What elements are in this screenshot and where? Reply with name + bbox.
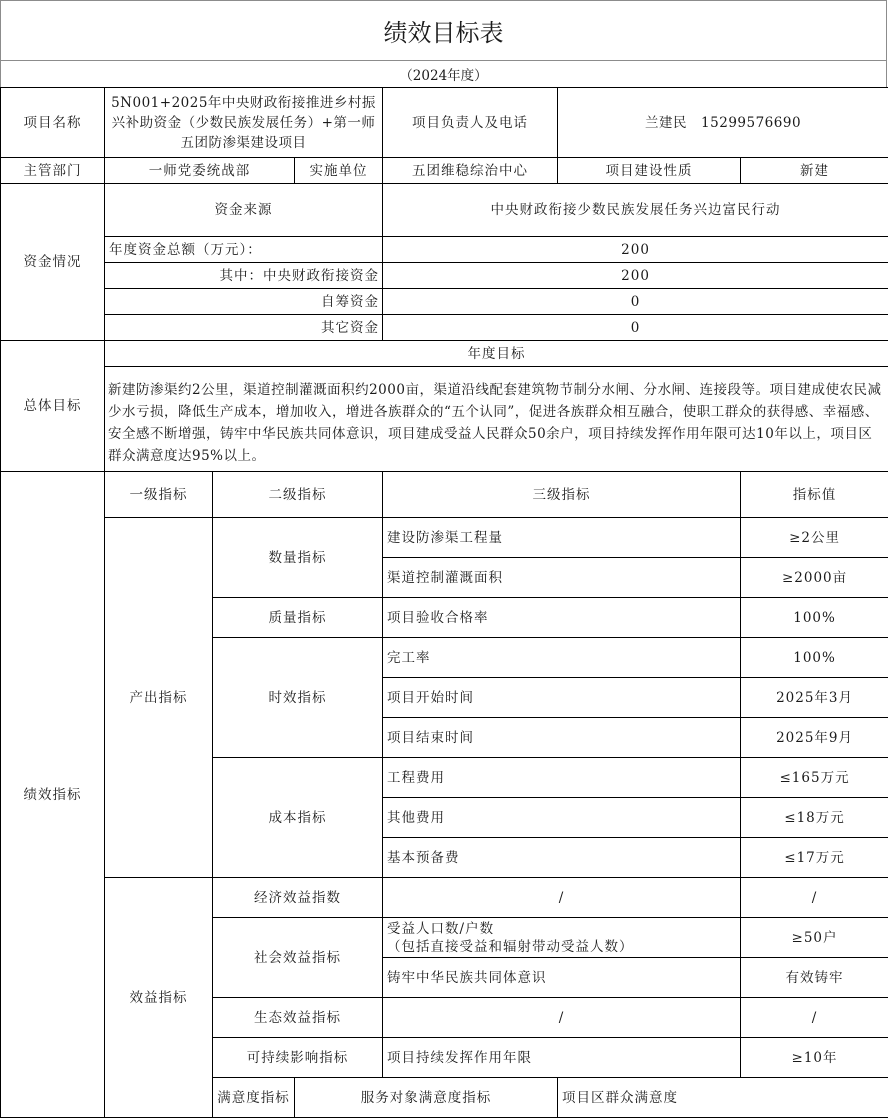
indicator-name: 项目持续发挥作用年限 — [383, 1038, 741, 1078]
goal-section-label: 总体目标 — [1, 341, 105, 472]
indicator-value: 100% — [741, 638, 888, 678]
indicator-value: 有效铸牢 — [741, 958, 888, 998]
indicator-name: 项目区群众满意度 — [558, 1078, 888, 1118]
sustainable-indicator-label: 可持续影响指标 — [213, 1038, 383, 1078]
nature-value: 新建 — [741, 158, 888, 184]
cost-indicator-label: 成本指标 — [213, 758, 383, 878]
indicator-name-line1: 受益人口数/户数 — [387, 920, 740, 938]
project-leader-value: 兰建民 15299576690 — [558, 88, 888, 158]
fund-other-label: 其它资金 — [105, 315, 383, 341]
indicator-name — [383, 918, 741, 958]
indicator-value: / — [741, 998, 888, 1038]
quality-indicator-label: 质量指标 — [213, 598, 383, 638]
indicator-value: ≥2公里 — [741, 518, 888, 558]
fund-source-label: 资金来源 — [105, 184, 383, 237]
dept-value: 一师党委统战部 — [105, 158, 295, 184]
year-label: （2024年度） — [0, 61, 887, 87]
social-indicator-label: 社会效益指标 — [213, 918, 383, 998]
indicator-name: 项目开始时间 — [383, 678, 741, 718]
fund-total-label: 年度资金总额（万元）： — [105, 237, 383, 263]
indicator-name: 建设防渗渠工程量 — [383, 518, 741, 558]
nature-label: 项目建设性质 — [558, 158, 741, 184]
fund-self-label: 自筹资金 — [105, 289, 383, 315]
indicator-value: ≤17万元 — [741, 838, 888, 878]
funds-section-label: 资金情况 — [1, 184, 105, 341]
page-title: 绩效目标表 — [0, 0, 887, 61]
unit-value: 五团维稳综治中心 — [383, 158, 558, 184]
fund-source-value: 中央财政衔接少数民族发展任务兴边富民行动 — [383, 184, 888, 237]
header-value: 指标值 — [741, 472, 888, 518]
unit-label: 实施单位 — [295, 158, 383, 184]
indicator-name-line2: （包括直接受益和辐射带动受益人数） — [387, 938, 740, 956]
indicator-value: 100% — [741, 598, 888, 638]
indicator-name: 基本预备费 — [383, 838, 741, 878]
goal-header: 年度目标 — [105, 341, 888, 367]
project-leader-label: 项目负责人及电话 — [383, 88, 558, 158]
indicator-name: / — [383, 998, 741, 1038]
fund-other-value: 0 — [383, 315, 888, 341]
fund-total-value: 200 — [383, 237, 888, 263]
indicator-name: 项目结束时间 — [383, 718, 741, 758]
indicator-value: ≤18万元 — [741, 798, 888, 838]
project-name-label: 项目名称 — [1, 88, 105, 158]
indicator-value: ≥2000亩 — [741, 558, 888, 598]
header-level1: 一级指标 — [105, 472, 213, 518]
indicator-name: 完工率 — [383, 638, 741, 678]
indicator-name: 渠道控制灌溉面积 — [383, 558, 741, 598]
fund-central-label: 其中：中央财政衔接资金 — [105, 263, 383, 289]
fund-central-value: 200 — [383, 263, 888, 289]
indicator-name: 铸牢中华民族共同体意识 — [383, 958, 741, 998]
indicator-name: 工程费用 — [383, 758, 741, 798]
indicator-name: 项目验收合格率 — [383, 598, 741, 638]
header-level3: 三级指标 — [383, 472, 741, 518]
economic-indicator-label: 经济效益指数 — [213, 878, 383, 918]
header-level2: 二级指标 — [213, 472, 383, 518]
indicator-value: 2025年9月 — [741, 718, 888, 758]
project-name-value: 5N001+2025年中央财政衔接推进乡村振兴补助资金（少数民族发展任务）+第一师五团防渗渠建设项目 — [105, 88, 383, 158]
timeliness-indicator-label: 时效指标 — [213, 638, 383, 758]
ecological-indicator-label: 生态效益指标 — [213, 998, 383, 1038]
indicator-value: / — [741, 878, 888, 918]
indicators-section-label: 绩效指标 — [1, 472, 105, 1118]
indicator-name: / — [383, 878, 741, 918]
indicator-value: ≤165万元 — [741, 758, 888, 798]
indicator-value: ≥10年 — [741, 1038, 888, 1078]
quantity-indicator-label: 数量指标 — [213, 518, 383, 598]
indicator-value: 2025年3月 — [741, 678, 888, 718]
indicator-value: ≥50户 — [741, 918, 888, 958]
output-indicator-label: 产出指标 — [105, 518, 213, 878]
satisfaction-indicator-label: 满意度指标 — [213, 1078, 295, 1118]
dept-label: 主管部门 — [1, 158, 105, 184]
service-satisfaction-label: 服务对象满意度指标 — [295, 1078, 558, 1118]
indicator-name: 其他费用 — [383, 798, 741, 838]
benefit-indicator-label: 效益指标 — [105, 878, 213, 1118]
goal-text: 新建防渗渠约2公里，渠道控制灌溉面积约2000亩，渠道沿线配套建筑物节制分水闸、分水闸、连接段等。项目建成使农民减少水亏损，降低生产成本，增加收入，增进各族群众的“五个认同”，促进各族群众相互融合，使职工群众的获得感、幸福感、安全感不断增强，铸牢中华民族共同体意识，项目建成受益人民群众50余户，项目持续发挥作用年限可达10年以上，项目区群众满意度达95%以上。 — [105, 367, 888, 472]
fund-self-value: 0 — [383, 289, 888, 315]
performance-table — [0, 87, 888, 1118]
